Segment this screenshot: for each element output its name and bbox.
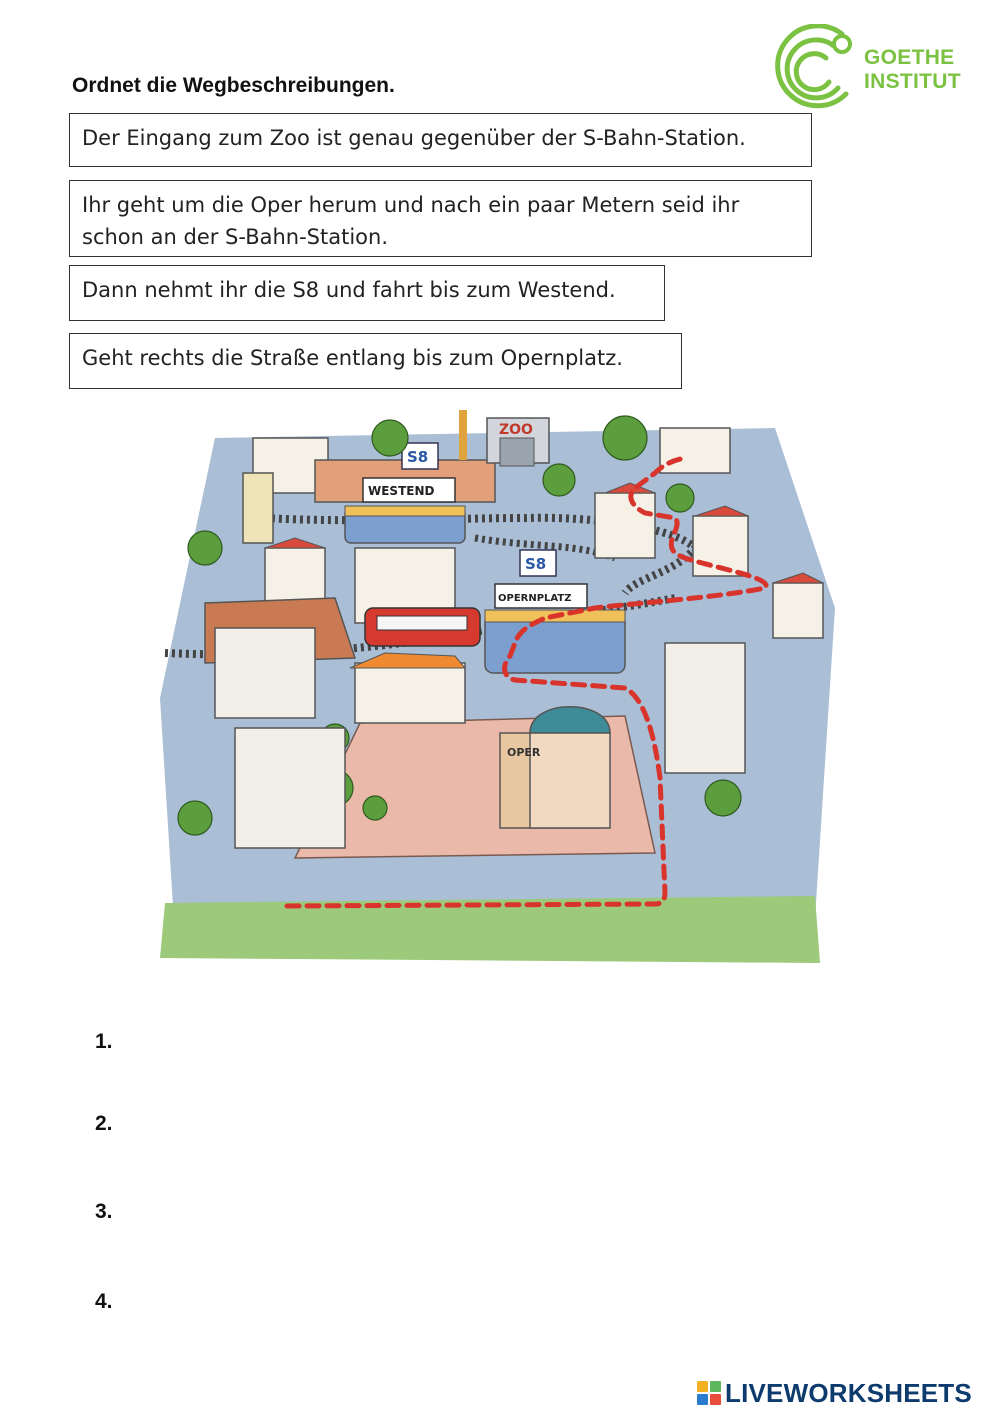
building [215,628,315,718]
building [773,583,823,638]
building [595,493,655,558]
opera-wing [530,733,610,828]
tree-icon [188,531,222,565]
opernplatz-sign: OPERNPLATZ [498,593,572,604]
building [660,428,730,473]
answer-drop-zone-4[interactable] [130,1280,910,1320]
tree-icon [705,780,741,816]
s8-sign-mid: S8 [525,555,547,573]
answer-number-4: 4. [95,1290,113,1313]
direction-card-text: Dann nehmt ihr die S8 und fahrt bis zum Westend. [82,278,616,302]
liveworksheets-brand: LIVEWORKSHEETS [725,1377,972,1408]
tree-icon [372,420,408,456]
direction-card-text: Ihr geht um die Oper herum und nach ein paar Metern seid ihr schon an der S-Bahn-Station. [82,193,740,249]
liveworksheets-logo-icon [697,1381,721,1405]
direction-card-4[interactable] [69,333,682,389]
tree-icon [178,801,212,835]
building [265,548,325,603]
goethe-logo-rings-icon [764,24,864,116]
zoo-sign: ZOO [499,422,533,438]
westend-sign: WESTEND [368,484,435,498]
oper-sign: OPER [507,746,541,759]
s8-sign-top: S8 [407,448,429,466]
tree-icon [603,416,647,460]
goethe-institut-logo [764,24,964,116]
tree-icon [543,464,575,496]
answer-drop-zone-1[interactable] [130,1020,910,1060]
building [235,728,345,848]
logo-line-goethe: GOETHE [864,46,955,69]
answer-number-1: 1. [95,1030,113,1053]
logo-line-institut: INSTITUT [864,70,961,93]
westend-station-roof [345,506,465,516]
answer-drop-zone-3[interactable] [130,1190,910,1230]
giraffe-icon [459,410,467,460]
worksheet-heading: Ordnet die Wegbeschreibungen. [72,74,395,97]
building [243,473,273,543]
direction-card-1[interactable] [69,113,812,167]
liveworksheets-footer [697,1378,972,1408]
city-map-illustration [155,398,845,970]
direction-card-text: Geht rechts die Straße entlang bis zum Opernplatz. [82,346,623,370]
direction-card-3[interactable] [69,265,665,321]
tall-building [665,643,745,773]
tree-icon [666,484,694,512]
answer-drop-zone-2[interactable] [130,1102,910,1142]
train-windows [377,616,467,630]
direction-card-text: Der Eingang zum Zoo ist genau gegenüber der S-Bahn-Station. [82,126,746,150]
answer-number-3: 3. [95,1200,113,1223]
building [355,663,465,723]
zoo-gate-opening [500,438,534,466]
tree-icon [363,796,387,820]
answer-number-2: 2. [95,1112,113,1135]
direction-card-2[interactable] [69,180,812,257]
